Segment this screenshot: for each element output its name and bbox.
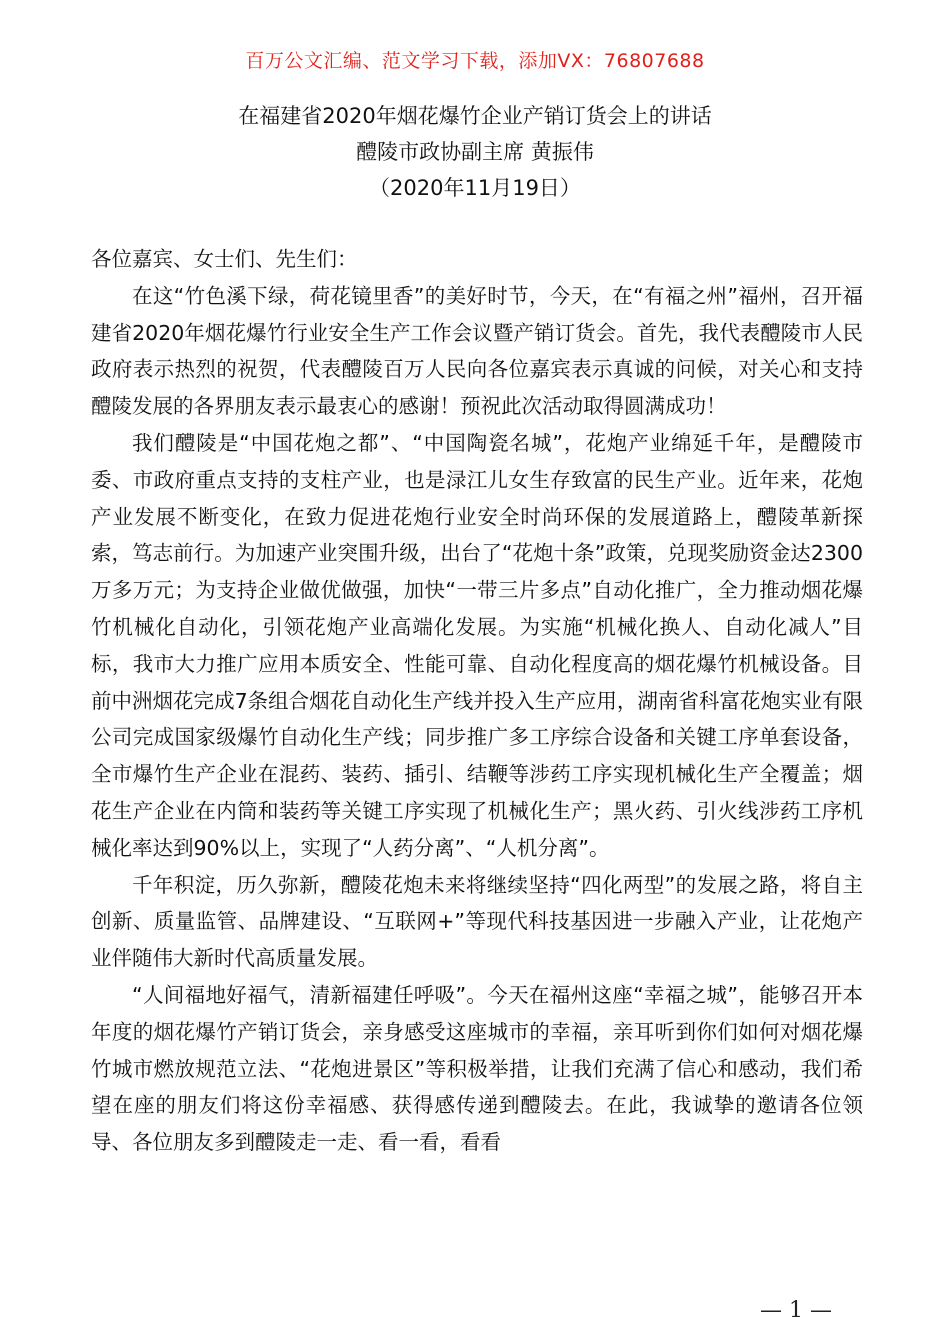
paragraph-3: 千年积淀，历久弥新，醴陵花炮未来将继续坚持“四化两型”的发展之路，将自主创新、质量监管、品牌建设、“互联网+”等现代科技基因进一步融入产业，让花炮产业伴随伟大新时代高质量发展。 [91, 872, 863, 971]
paragraph-1: 在这“竹色溪下绿，荷花镜里香”的美好时节，今天，在“有福之州”福州，召开福建省2020年烟花爆竹行业安全生产工作会议暨产销订货会。首先，我代表醴陵市人民政府表示热烈的祝贺，代表醴陵百万人民向各位嘉宾表示真诚的问候，对关心和支持醴陵发展的各界朋友表示最衷心的感谢！预祝此次活动取得圆满成功！ [91, 283, 863, 419]
speech-title: 在福建省2020年烟花爆竹企业产销订货会上的讲话 [238, 104, 712, 128]
title-block [0, 98, 950, 206]
speech-body [91, 241, 863, 1161]
speaker-line: 醴陵市政协副主席 黄振伟 [356, 140, 594, 164]
header-banner: 百万公文汇编、范文学习下载，添加VX：76807688 [245, 50, 705, 72]
paragraph-2: 我们醴陵是“中国花炮之都”、“中国陶瓷名城”，花炮产业绵延千年，是醴陵市委、市政府重点支持的支柱产业，也是渌江儿女生存致富的民生产业。近年来，花炮产业发展不断变化，在致力促进花炮行业安全时尚环保的发展道路上，醴陵革新探索，笃志前行。为加速产业突围升级，出台了“花炮十条”政策，兑现奖励资金达2300万多万元；为支持企业做优做强，加快“一带三片多点”自动化推广，全力推动烟花爆竹机械化自动化，引领花炮产业高端化发展。为实施“机械化换人、自动化减人”目标，我市大力推广应用本质安全、性能可靠、自动化程度高的烟花爆竹机械设备。目前中洲烟花完成7条组合烟花自动化生产线并投入生产应用，湖南省科富花炮实业有限公司完成国家级爆竹自动化生产线；同步推广多工序综合设备和关键工序单套设备，全市爆竹生产企业在混药、装药、插引、结鞭等涉药工序实现机械化生产全覆盖；烟花生产企业在内筒和装药等关键工序实现了机械化生产；黑火药、引火线涉药工序机械化率达到90%以上，实现了“人药分离”、“人机分离”。 [91, 430, 863, 860]
page-number: — 1 — [760, 1298, 832, 1323]
speech-date: （2020年11月19日） [369, 176, 581, 200]
salutation: 各位嘉宾、女士们、先生们： [91, 247, 358, 271]
paragraph-4: “人间福地好福气，清新福建任呼吸”。今天在福州这座“幸福之城”，能够召开本年度的烟花爆竹产销订货会，亲身感受这座城市的幸福，亲耳听到你们如何对烟花爆竹城市燃放规范立法、“花炮进景区”等积极举措，让我们充满了信心和感动，我们希望在座的朋友们将这份幸福感、获得感传递到醴陵去。在此，我诚挚的邀请各位领导、各位朋友多到醴陵走一走、看一看，看看 [91, 982, 863, 1155]
